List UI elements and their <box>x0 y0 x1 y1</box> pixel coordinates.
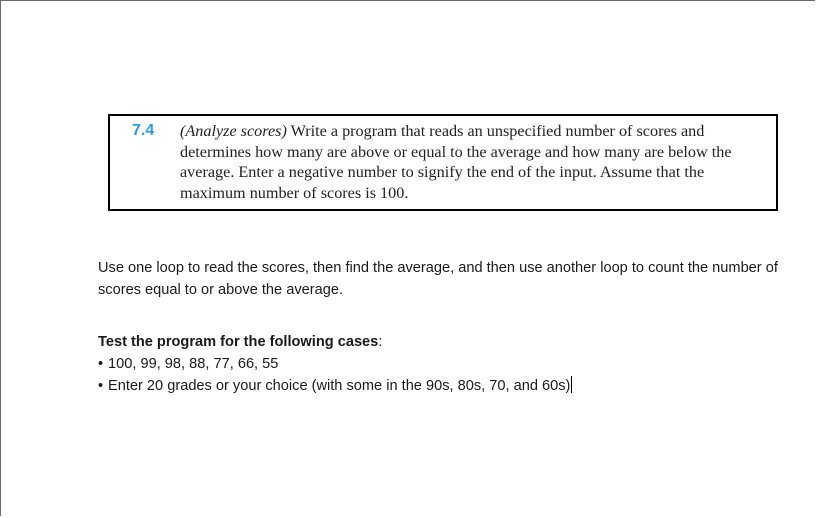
exercise-title: (Analyze scores) <box>180 122 287 140</box>
test-cases-block <box>98 331 798 397</box>
test-cases-heading-colon: : <box>378 334 383 350</box>
exercise-text <box>180 121 770 203</box>
test-cases-heading: Test the program for the following cases <box>98 334 379 350</box>
bullet-icon: • <box>98 378 104 394</box>
test-case-item <box>98 375 798 397</box>
exercise-box <box>108 114 778 211</box>
exercise-number: 7.4 <box>132 122 155 139</box>
instructions-paragraph: Use one loop to read the scores, then find the average, and then use another loop to count the number of scores equal to or above the average. <box>98 260 778 298</box>
test-cases-heading-line <box>98 331 798 353</box>
test-case-item <box>98 353 798 375</box>
test-case-text: Enter 20 grades or your choice (with some in the 90s, 80s, 70, and 60s) <box>108 378 571 394</box>
exercise-body: Write a program that reads an unspecified number of scores and determines how many are above or equal to the average and how many are below the average. Enter a negative number to signify the end of the input. Assume that the maximum number of scores is 100. <box>180 122 732 202</box>
text-cursor[interactable] <box>571 376 572 393</box>
test-case-text: 100, 99, 98, 88, 77, 66, 55 <box>108 356 279 372</box>
bullet-icon: • <box>98 356 104 372</box>
